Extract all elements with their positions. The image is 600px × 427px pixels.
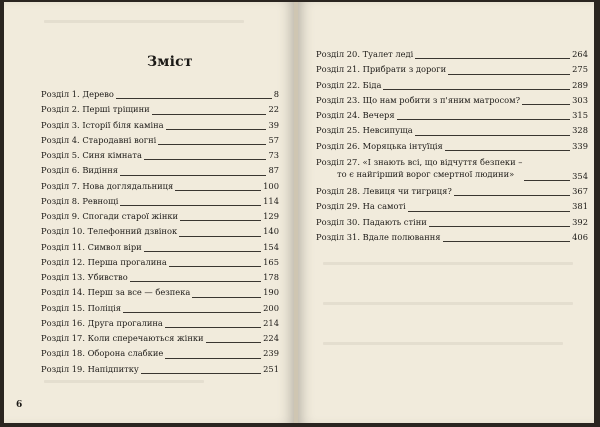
toc-entry-label: Розділ 26. Моряцька інтуїція bbox=[316, 140, 443, 151]
toc-entry bbox=[41, 270, 279, 285]
toc-entry-label: Розділ 19. Напідпитку bbox=[41, 363, 139, 374]
toc-entry-label-line1: Розділ 27. «І знають всі, що відчуття безпеки – bbox=[316, 157, 523, 168]
toc-rule bbox=[192, 297, 261, 298]
toc-left-list bbox=[41, 87, 279, 377]
toc-entry-page: 315 bbox=[572, 110, 588, 121]
toc-entry bbox=[41, 163, 279, 178]
toc-entry bbox=[316, 62, 588, 77]
toc-entry-label: Розділ 25. Невсипуща bbox=[316, 125, 413, 136]
toc-rule bbox=[415, 135, 570, 136]
toc-entry-page: 129 bbox=[263, 211, 279, 221]
toc-entry-page: 381 bbox=[572, 201, 588, 212]
toc-entry bbox=[316, 199, 588, 214]
toc-entry-page: 165 bbox=[263, 256, 279, 267]
toc-entry-page: 39 bbox=[268, 119, 279, 130]
toc-rule bbox=[415, 58, 570, 59]
toc-entry bbox=[41, 255, 279, 270]
toc-entry bbox=[316, 230, 588, 245]
toc-entry-page: 275 bbox=[572, 64, 588, 75]
toc-entry-label: Розділ 3. Історії біля каміна bbox=[41, 119, 164, 130]
toc-rule bbox=[169, 266, 261, 267]
toc-entry-label: Розділ 28. Левиця чи тигриця? bbox=[316, 186, 452, 197]
toc-entry-label: Розділ 15. Поліція bbox=[41, 302, 121, 313]
bleed-through-mark bbox=[44, 380, 204, 383]
toc-entry-page: 140 bbox=[263, 226, 279, 237]
toc-entry-page: 87 bbox=[268, 165, 279, 176]
toc-entry-page: 339 bbox=[572, 140, 588, 151]
page-number: 6 bbox=[16, 400, 23, 410]
toc-entry-page: 100 bbox=[263, 180, 279, 191]
bleed-through-mark bbox=[323, 262, 573, 265]
toc-entry bbox=[41, 118, 279, 133]
toc-rule bbox=[408, 211, 570, 212]
toc-rule bbox=[397, 119, 570, 120]
toc-rule bbox=[179, 236, 261, 237]
toc-entry bbox=[41, 240, 279, 255]
toc-entry-label: Розділ 6. Видіння bbox=[41, 165, 119, 176]
toc-rule bbox=[448, 74, 570, 75]
right-page bbox=[298, 2, 594, 423]
toc-entry-page: 22 bbox=[268, 104, 279, 115]
toc-rule bbox=[165, 358, 261, 359]
toc-entry bbox=[41, 224, 279, 239]
toc-rule bbox=[120, 175, 266, 176]
toc-title: Зміст bbox=[147, 54, 193, 70]
toc-rule bbox=[383, 89, 570, 90]
toc-rule bbox=[166, 129, 266, 130]
toc-entry-label: Розділ 12. Перша прогалина bbox=[41, 256, 167, 267]
toc-rule bbox=[144, 159, 266, 160]
toc-entry-page: 200 bbox=[263, 302, 279, 313]
toc-entry bbox=[41, 301, 279, 316]
toc-entry-label: Розділ 29. На самоті bbox=[316, 201, 406, 212]
toc-rule bbox=[165, 327, 261, 328]
toc-entry-page: 57 bbox=[268, 134, 279, 145]
toc-entry-label: Розділ 11. Символ віри bbox=[41, 241, 142, 252]
toc-entry-label: Розділ 9. Спогади старої жінки bbox=[41, 211, 179, 221]
toc-entry-label: Розділ 24. Вечеря bbox=[316, 110, 395, 121]
toc-entry bbox=[41, 285, 279, 300]
bleed-through-mark bbox=[44, 20, 244, 23]
toc-entry bbox=[41, 179, 279, 194]
toc-entry bbox=[41, 194, 279, 209]
toc-entry-label: Розділ 7. Нова доглядальниця bbox=[41, 180, 174, 191]
toc-entry-page: 154 bbox=[263, 241, 279, 252]
toc-entry-label: Розділ 18. Оборона слабкие bbox=[41, 348, 164, 359]
toc-rule bbox=[158, 144, 266, 145]
toc-rule bbox=[429, 226, 570, 227]
toc-entry-page: 354 bbox=[572, 171, 588, 182]
toc-entry-label: Розділ 30. Падають стіни bbox=[316, 216, 427, 227]
toc-entry-label: Розділ 17. Коли сперечаються жінки bbox=[41, 333, 204, 343]
toc-rule bbox=[116, 98, 272, 99]
toc-entry bbox=[41, 316, 279, 331]
toc-rule bbox=[144, 251, 261, 252]
toc-entry bbox=[316, 184, 588, 199]
toc-entry-page: 190 bbox=[263, 287, 279, 298]
toc-entry bbox=[41, 133, 279, 148]
toc-entry-label: Розділ 21. Прибрати з дороги bbox=[316, 64, 447, 75]
toc-entry-page: 8 bbox=[273, 89, 279, 99]
toc-entry-page: 264 bbox=[572, 49, 588, 59]
toc-entry-label: Розділ 5. Синя кімната bbox=[41, 150, 142, 160]
toc-entry-label-line2: то є найгірший ворог смертної людини» bbox=[337, 169, 515, 180]
toc-entry-label: Розділ 13. Убивство bbox=[41, 272, 128, 282]
toc-rule bbox=[454, 195, 570, 196]
toc-entry bbox=[41, 102, 279, 117]
toc-entry bbox=[316, 215, 588, 230]
toc-rule bbox=[152, 114, 266, 115]
toc-entry bbox=[316, 154, 588, 184]
toc-entry bbox=[316, 139, 588, 154]
toc-entry bbox=[316, 108, 588, 123]
bleed-through-mark bbox=[323, 342, 563, 345]
toc-entry bbox=[41, 148, 279, 163]
toc-entry bbox=[41, 362, 279, 377]
bleed-through-mark bbox=[323, 302, 573, 305]
toc-entry-page: 289 bbox=[572, 79, 588, 90]
toc-entry-page: 251 bbox=[263, 363, 279, 374]
toc-entry-page: 224 bbox=[263, 333, 279, 343]
toc-rule bbox=[524, 180, 570, 181]
toc-rule bbox=[123, 312, 261, 313]
toc-entry-label: Розділ 8. Ревнощі bbox=[41, 195, 119, 206]
left-page bbox=[4, 2, 294, 423]
toc-entry bbox=[41, 209, 279, 224]
toc-entry-label: Розділ 23. Що нам робити з п'яним матросом? bbox=[316, 94, 521, 105]
toc-entry-label: Розділ 10. Телефонний дзвінок bbox=[41, 226, 178, 237]
toc-entry-label: Розділ 4. Стародавні вогні bbox=[41, 134, 157, 145]
toc-rule bbox=[141, 373, 261, 374]
toc-entry bbox=[41, 87, 279, 102]
toc-entry-page: 114 bbox=[263, 195, 279, 206]
toc-entry bbox=[316, 123, 588, 138]
toc-entry-label: Розділ 2. Перші тріщини bbox=[41, 104, 150, 115]
toc-entry-page: 303 bbox=[572, 94, 588, 105]
toc-entry-label bbox=[316, 156, 522, 180]
toc-entry bbox=[316, 47, 588, 62]
toc-entry bbox=[41, 346, 279, 361]
toc-rule bbox=[522, 104, 570, 105]
toc-rule bbox=[120, 205, 261, 206]
toc-entry-page: 73 bbox=[268, 150, 279, 160]
toc-entry-page: 178 bbox=[263, 272, 279, 282]
toc-entry-page: 392 bbox=[572, 216, 588, 227]
toc-entry-label: Розділ 1. Дерево bbox=[41, 89, 114, 99]
toc-rule bbox=[180, 220, 261, 221]
toc-entry-page: 239 bbox=[263, 348, 279, 359]
toc-entry-page: 367 bbox=[572, 186, 588, 197]
toc-entry-label: Розділ 22. Біда bbox=[316, 79, 382, 90]
toc-entry-page: 406 bbox=[572, 231, 588, 242]
toc-entry bbox=[41, 331, 279, 346]
toc-rule bbox=[443, 241, 570, 242]
toc-entry bbox=[316, 78, 588, 93]
toc-rule bbox=[130, 281, 261, 282]
toc-entry-label: Розділ 20. Туалет леді bbox=[316, 49, 414, 59]
toc-entry-label: Розділ 31. Вдале полювання bbox=[316, 231, 441, 242]
toc-entry-label: Розділ 16. Друга прогалина bbox=[41, 317, 163, 328]
toc-rule bbox=[206, 342, 261, 343]
toc-entry bbox=[316, 93, 588, 108]
toc-entry-page: 214 bbox=[263, 317, 279, 328]
toc-entry-page: 328 bbox=[572, 125, 588, 136]
toc-rule bbox=[175, 190, 261, 191]
toc-rule bbox=[445, 150, 570, 151]
toc-right-list bbox=[316, 47, 588, 245]
toc-entry-label: Розділ 14. Перш за все — безпека bbox=[41, 287, 191, 298]
